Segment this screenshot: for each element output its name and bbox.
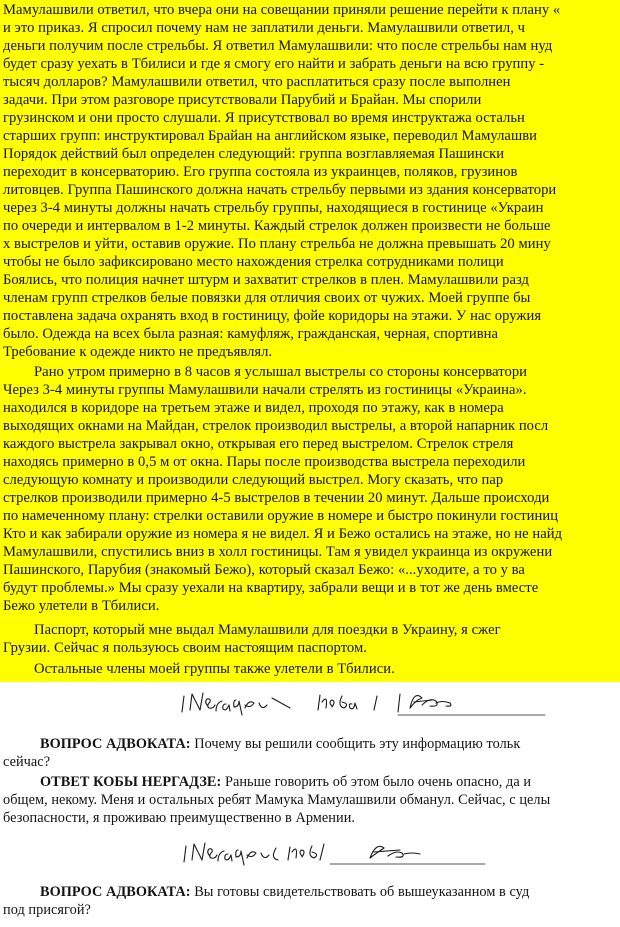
text-line: следующую комнату и производили следующий выстрел. Могу сказать, что пар [3,472,504,488]
paragraph-start-line: Паспорт, который мне выдал Мамулашвили для поездки в Украину, я сжег [34,622,501,638]
text-line: поставлена задача охранять вход в гостиницу, фойе коридоры на этажи. У нас оружия [3,308,542,324]
text-line: находясь примерно в 0,5 м от окна. Пары после производства выстрела переходили [3,454,526,470]
text-line: выходящих окнами на Майдан, стрелок производил выстрелы, а второй напарник посл [3,418,549,434]
text-line: чтобы не было зафиксировано место нахождения стрелка сотрудниками полици [3,254,504,270]
text-line: было. Одежда на всех была разная: камуфляж, гражданская, черная, спортивна [3,326,499,342]
text-line: будут проблемы.» Мы сразу уехали на квартиру, забрали вещи и в тот же день вместе [3,580,539,596]
question-text: Вы готовы свидетельствовать об вышеуказанном в суд [190,884,530,900]
text-line: будет сразу уехать в Тбилиси и где я смогу его найти и забрать деньги на всю группу - [3,56,545,72]
text-line: Через 3-4 минуты группы Мамулашвили начали стрелять из гостиницы «Украина». [3,382,527,398]
answer-line: общем, некому. Меня и остальных ребят Мамука Мамулашвили обманул. Сейчас, с целы [3,792,551,808]
text-line: Мамулашвили, спустились вниз в холл гостиницы. Там я увидел украинца из окружени [3,544,553,560]
answer-text: Раньше говорить об этом было очень опасно, да и [221,774,532,790]
text-line: и это приказ. Я спросил почему нам не заплатили деньги. Мамулашвили ответил, ч [3,20,526,36]
text-line: Требование к одежде никто не предъявлял. [3,344,273,360]
answer-label: ОТВЕТ КОБЫ НЕРГАДЗЕ: [40,774,222,790]
text-line: Мамулашвили ответил, что вчера они на совещании приняли решение перейти к плану « [3,2,561,18]
paragraph-start-line: Рано утром примерно в 8 часов я услышал выстрелы со стороны консерватори [34,364,528,380]
text-line: Боялись, что полиция начнет штурм и захватит стрелков в плен. Мамулашвили разд [3,272,530,288]
text-line: литовцев. Группа Пашинского должна начать стрельбу первыми из здания консерватори [3,182,557,198]
text-line: Порядок действий был определен следующий: группа возглавляемая Пашински [3,146,505,162]
text-line: по очереди и интервалом в 1-2 минуты. Каждый стрелок должен произвести не больше [3,218,551,234]
text-line: находился в коридоре на третьем этаже и видел, проходя по этажу, как в номера [3,400,504,416]
text-line: х выстрелов и уйти, оставив оружие. По плану стрельба не должна превышать 20 мину [3,236,551,252]
text-line: членам групп стрелков белые повязки для отличия своих от чужих. Моей группе бы [3,290,531,306]
text-line: переходит в консерваторию. Его группа состояла из украинцев, поляков, грузинов [3,164,518,180]
text-line: тысяч долларов? Мамулашвили ответил, что расплатиться сразу после выполнен [3,74,511,90]
text-line: Грузии. Сейчас я пользуюсь своим настоящим паспортом. [3,640,367,656]
text-line: стрелков производили примерно 4-5 выстрелов в течении 20 минут. Дальше происходи [3,490,550,506]
text-line: через 3-4 минуты должны начать стрельбу группы, находящиеся в гостинице «Украин [3,200,544,216]
text-line: по намеченному плану: стрелки оставили оружие в номере и быстро покинули гостиниц [3,508,559,524]
text-line: Бежо улетели в Тбилиси. [3,598,160,614]
text-line: деньги получим после стрельбы. Я ответил Мамулашвили: что после стрельбы нам нуд [3,38,553,54]
question-line [40,883,529,901]
text-line: грузинском и они просто слушали. Я присутствовал во время инструктажа остальн [3,110,525,126]
question-label: ВОПРОС АДВОКАТА: [40,884,191,900]
text-line: Пашинского, Парубия (знакомый Бежо), который сказал Бежо: «...уходите, а то у ва [3,562,525,578]
paragraph-start-line: Остальные члены моей группы также улетели в Тбилиси. [34,661,395,677]
question-line: сейчас? [3,754,51,770]
question-line [40,735,520,753]
question-line: под присягой? [3,902,91,918]
text-line: Кто и как забирали оружие из номера я не видел. Я и Бежо остались на этаже, но не найд [3,526,563,542]
text-line: задачи. При этом разговоре присутствовали Парубий и Брайан. Мы спорили [3,92,482,108]
question-text: Почему вы решили сообщить эту информацию тольк [190,736,521,752]
text-line: каждого выстрела закрывал окно, открывая его перед выстрелом. Стрелок стреля [3,436,514,452]
question-label: ВОПРОС АДВОКАТА: [40,736,191,752]
text-line: старших групп: инструктировал Брайан на английском языке, переводил Мамулашви [3,128,538,144]
answer-line [40,773,531,791]
answer-line: безопасности, я проживаю преимущественно в Армении. [3,810,356,826]
